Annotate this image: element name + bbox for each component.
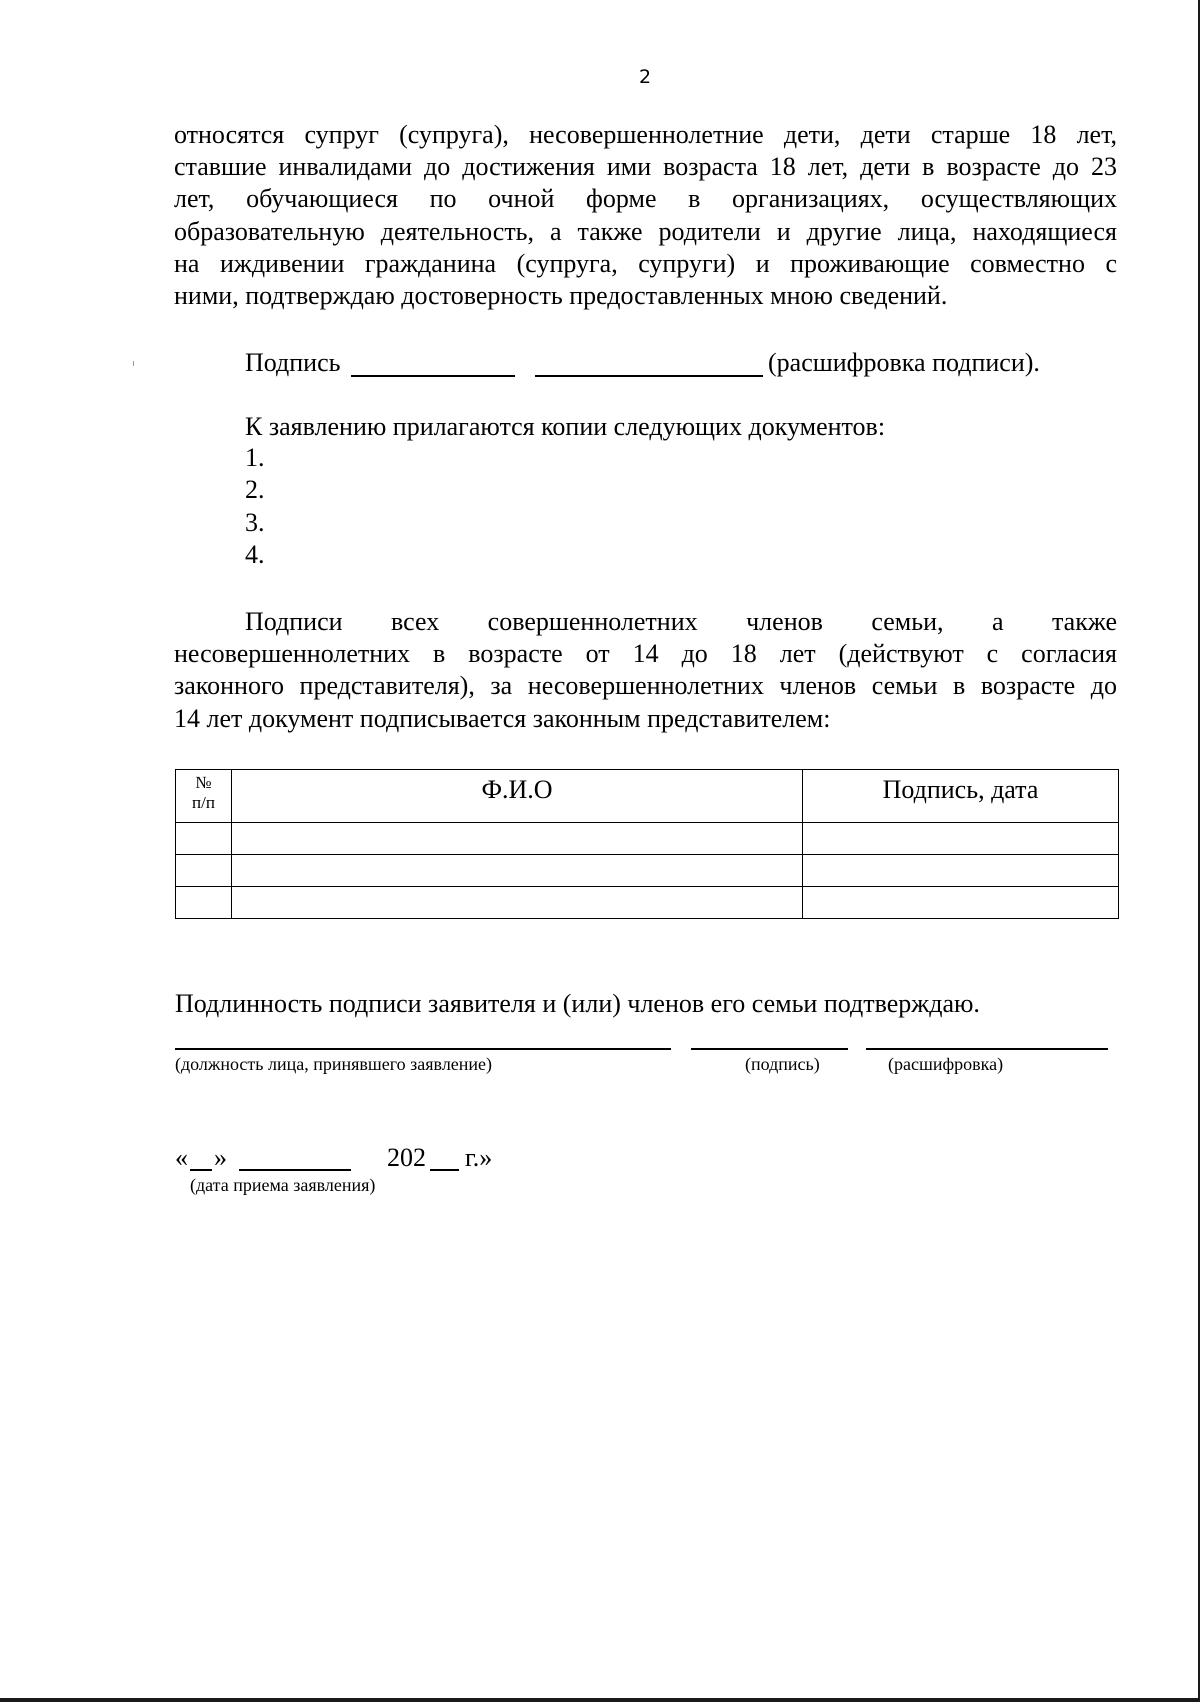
cell-signature-date[interactable] <box>803 887 1119 919</box>
table-header-row <box>176 770 1119 823</box>
paragraph-line: законного представителя), за несовершеннолетних членов семьи в возрасте до <box>174 671 1117 701</box>
paragraph-family-signatures <box>174 606 1117 735</box>
cell-full-name[interactable] <box>232 855 803 887</box>
header-number <box>176 770 232 823</box>
day-line <box>190 1169 212 1171</box>
family-members-table <box>175 769 1119 919</box>
paragraph-line: относятся супруг (супруга), несовершеннолетние дети, дети старше 18 лет, <box>174 120 1117 149</box>
table-row <box>176 855 1119 887</box>
paragraph-line: на иждивении гражданина (супруга, супруги) и проживающие совместно с <box>174 248 1117 278</box>
cell-full-name[interactable] <box>232 823 803 855</box>
signature-caption: (подпись) <box>745 1054 820 1074</box>
attachment-item: 1. <box>245 443 265 472</box>
attachment-item: 2. <box>245 475 265 505</box>
position-caption: (должность лица, принявшего заявление) <box>175 1054 493 1074</box>
year-line <box>430 1169 459 1171</box>
cell-number[interactable] <box>176 855 232 887</box>
attachment-item: 3. <box>245 507 265 537</box>
cell-number[interactable] <box>176 887 232 919</box>
attachments-list <box>245 442 265 571</box>
paragraph-line: образовательную деятельность, а также родители и другие лица, находящиеся <box>174 216 1117 246</box>
paragraph-line: 14 лет документ подписывается законным представителем: <box>174 703 831 733</box>
attachments-title: К заявлению прилагаются копии следующих документов: <box>245 412 886 441</box>
table-row <box>176 823 1119 855</box>
confirm-signature-line <box>691 1048 848 1050</box>
cell-signature-date[interactable] <box>803 855 1119 887</box>
scan-edge-bottom <box>0 1698 1200 1702</box>
paragraph-line: несовершеннолетних в возрасте от 14 до 18 лет (действуют с согласия <box>174 639 1117 669</box>
header-number-abbr: п/п <box>192 793 215 812</box>
date-close-quote: » <box>214 1143 227 1172</box>
table-row <box>176 887 1119 919</box>
header-signature-date: Подпись, дата <box>803 770 1119 823</box>
month-line <box>239 1169 351 1171</box>
paragraph-line: ними, подтверждаю достоверность предоставленных мною сведений. <box>174 281 948 311</box>
position-line <box>175 1048 671 1050</box>
signature-decode-line <box>535 375 763 377</box>
paragraph-line: Подписи всех совершеннолетних членов семьи, а также <box>245 607 1117 636</box>
cell-full-name[interactable] <box>232 887 803 919</box>
confirm-decode-line <box>866 1048 1108 1050</box>
signature-label: Подпись <box>245 348 341 377</box>
date-open-quote: « <box>175 1143 188 1172</box>
year-suffix: г.» <box>465 1143 493 1172</box>
cell-signature-date[interactable] <box>803 823 1119 855</box>
header-full-name: Ф.И.О <box>232 770 803 823</box>
decode-caption: (расшифровка) <box>888 1054 1004 1074</box>
paragraph-family-members <box>174 119 1117 312</box>
paragraph-line: ставшие инвалидами до достижения ими возраста 18 лет, дети в возрасте до 23 <box>174 152 1117 182</box>
confirmation-text: Подлинность подписи заявителя и (или) членов его семьи подтверждаю. <box>175 989 980 1018</box>
attachment-item: 4. <box>245 539 265 569</box>
scan-mark <box>133 361 134 366</box>
page-number: 2 <box>638 66 652 88</box>
year-prefix: 202 <box>387 1143 426 1172</box>
receipt-date-caption: (дата приема заявления) <box>190 1175 376 1195</box>
signature-decode-label: (расшифровка подписи). <box>768 348 1040 377</box>
paragraph-line: лет, обучающиеся по очной форме в организациях, осуществляющих <box>174 184 1117 214</box>
header-number-symbol: № <box>195 773 212 792</box>
cell-number[interactable] <box>176 823 232 855</box>
signature-line <box>351 375 515 377</box>
